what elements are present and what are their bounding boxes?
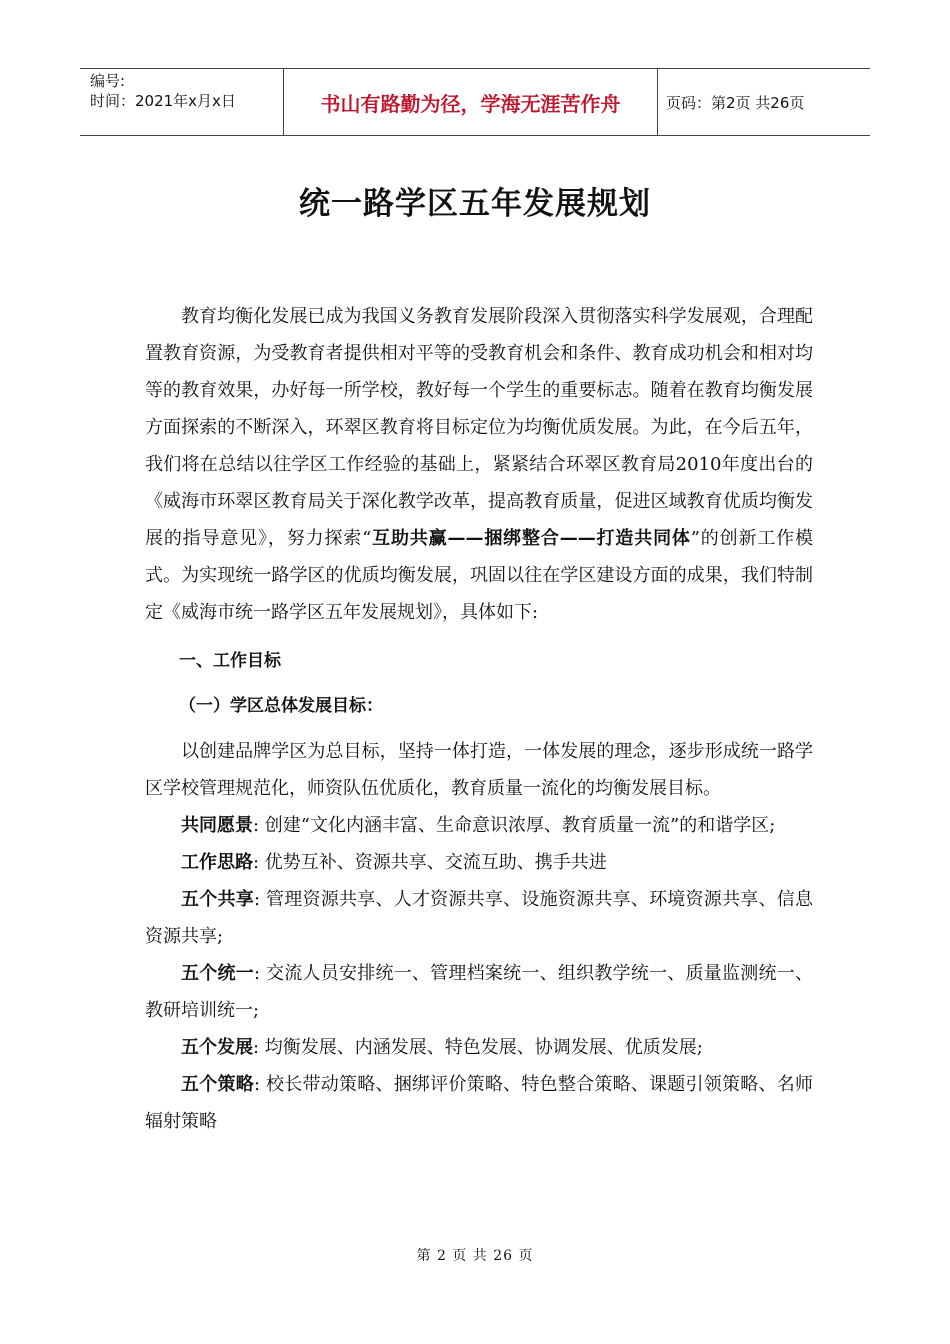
document-title: 统一路学区五年发展规划 bbox=[299, 186, 651, 222]
page-footer: 第 2 页 共 26 页 bbox=[416, 1248, 534, 1264]
intro-text-2: ”的创新工作模式。为实现统一路学区的优质均衡发展，巩固以往在学区建设方面的成果，我们特制定《威海市统一路学区五年发展规划》，具体如下: bbox=[145, 528, 814, 623]
document-body bbox=[145, 298, 813, 1140]
item-label: 五个发展 bbox=[181, 1037, 253, 1058]
item-label: 五个统一 bbox=[181, 963, 254, 984]
item-development: 五个发展: 均衡发展、内涵发展、特色发展、协调发展、优质发展; bbox=[181, 1037, 703, 1058]
intro-paragraph bbox=[145, 298, 813, 631]
item-text: 交流人员安排统一、管理档案统一、组织教学统一、质量监测统一、教研培训统一; bbox=[145, 963, 813, 1021]
item-unification: 五个统一: 交流人员安排统一、管理档案统一、组织教学统一、质量监测统一、教研培训统一; bbox=[145, 963, 813, 1021]
item-label: 五个共享 bbox=[181, 889, 254, 910]
header-meta bbox=[80, 69, 283, 135]
section-heading: 一、工作目标 bbox=[179, 651, 281, 671]
intro-text-1: 教育均衡化发展已成为我国义务教育发展阶段深入贯彻落实科学发展观，合理配置教育资源，为受教育者提供相对平等的受教育机会和条件、教育成功机会和相对均等的教育效果，办好每一所学校，教好每一个学生的重要标志。随着在教育均衡发展方面探索的不断深入，环翠区教育将目标定位为均衡优质发展。为此，在今后五年，我们将在总结以往学区工作经验的基础上，紧紧结合环翠区教育局2010年度出台的《威海市环翠区教育局关于深化教学改革，提高教育质量，促进区域教育优质均衡发展的指导意见》，努力探索“ bbox=[145, 306, 813, 549]
item-text: 校长带动策略、捆绑评价策略、特色整合策略、课题引领策略、名师辐射策略 bbox=[145, 1074, 813, 1132]
item-strategy: 五个策略: 校长带动策略、捆绑评价策略、特色整合策略、课题引领策略、名师辐射策略 bbox=[145, 1074, 813, 1132]
intro-bold-phrase: 互助共赢——捆绑整合——打造共同体 bbox=[371, 528, 691, 549]
item-text: 管理资源共享、人才资源共享、设施资源共享、环境资源共享、信息资源共享; bbox=[145, 889, 813, 947]
item-label: 五个策略 bbox=[181, 1074, 254, 1095]
sub-heading: （一）学区总体发展目标： bbox=[179, 696, 383, 716]
item-text: 优势互补、资源共享、交流互助、携手共进 bbox=[264, 852, 607, 873]
item-label: 工作思路 bbox=[181, 852, 253, 873]
goal-paragraph: 以创建品牌学区为总目标，坚持一体打造，一体发展的理念，逐步形成统一路学区学校管理规范化，师资队伍优质化，教育质量一流化的均衡发展目标。 bbox=[145, 741, 813, 799]
number-label: 编号: bbox=[90, 72, 126, 90]
item-label: 共同愿景 bbox=[181, 815, 253, 836]
header-motto: 书山有路勤为径，学海无涯苦作舟 bbox=[283, 69, 658, 135]
item-text: 均衡发展、内涵发展、特色发展、协调发展、优质发展; bbox=[264, 1037, 703, 1058]
header-page-info: 页码：第2页 共26页 bbox=[666, 93, 805, 112]
item-vision: 共同愿景: 创建“文化内涵丰富、生命意识浓厚、教育质量一流”的和谐学区; bbox=[181, 815, 776, 836]
item-approach: 工作思路: 优势互补、资源共享、交流互助、携手共进 bbox=[181, 852, 607, 873]
date-label: 时间：2021年x月x日 bbox=[90, 92, 236, 110]
page-header bbox=[80, 68, 870, 136]
item-text: 创建“文化内涵丰富、生命意识浓厚、教育质量一流”的和谐学区; bbox=[264, 815, 776, 836]
item-sharing: 五个共享: 管理资源共享、人才资源共享、设施资源共享、环境资源共享、信息资源共享; bbox=[145, 889, 813, 947]
